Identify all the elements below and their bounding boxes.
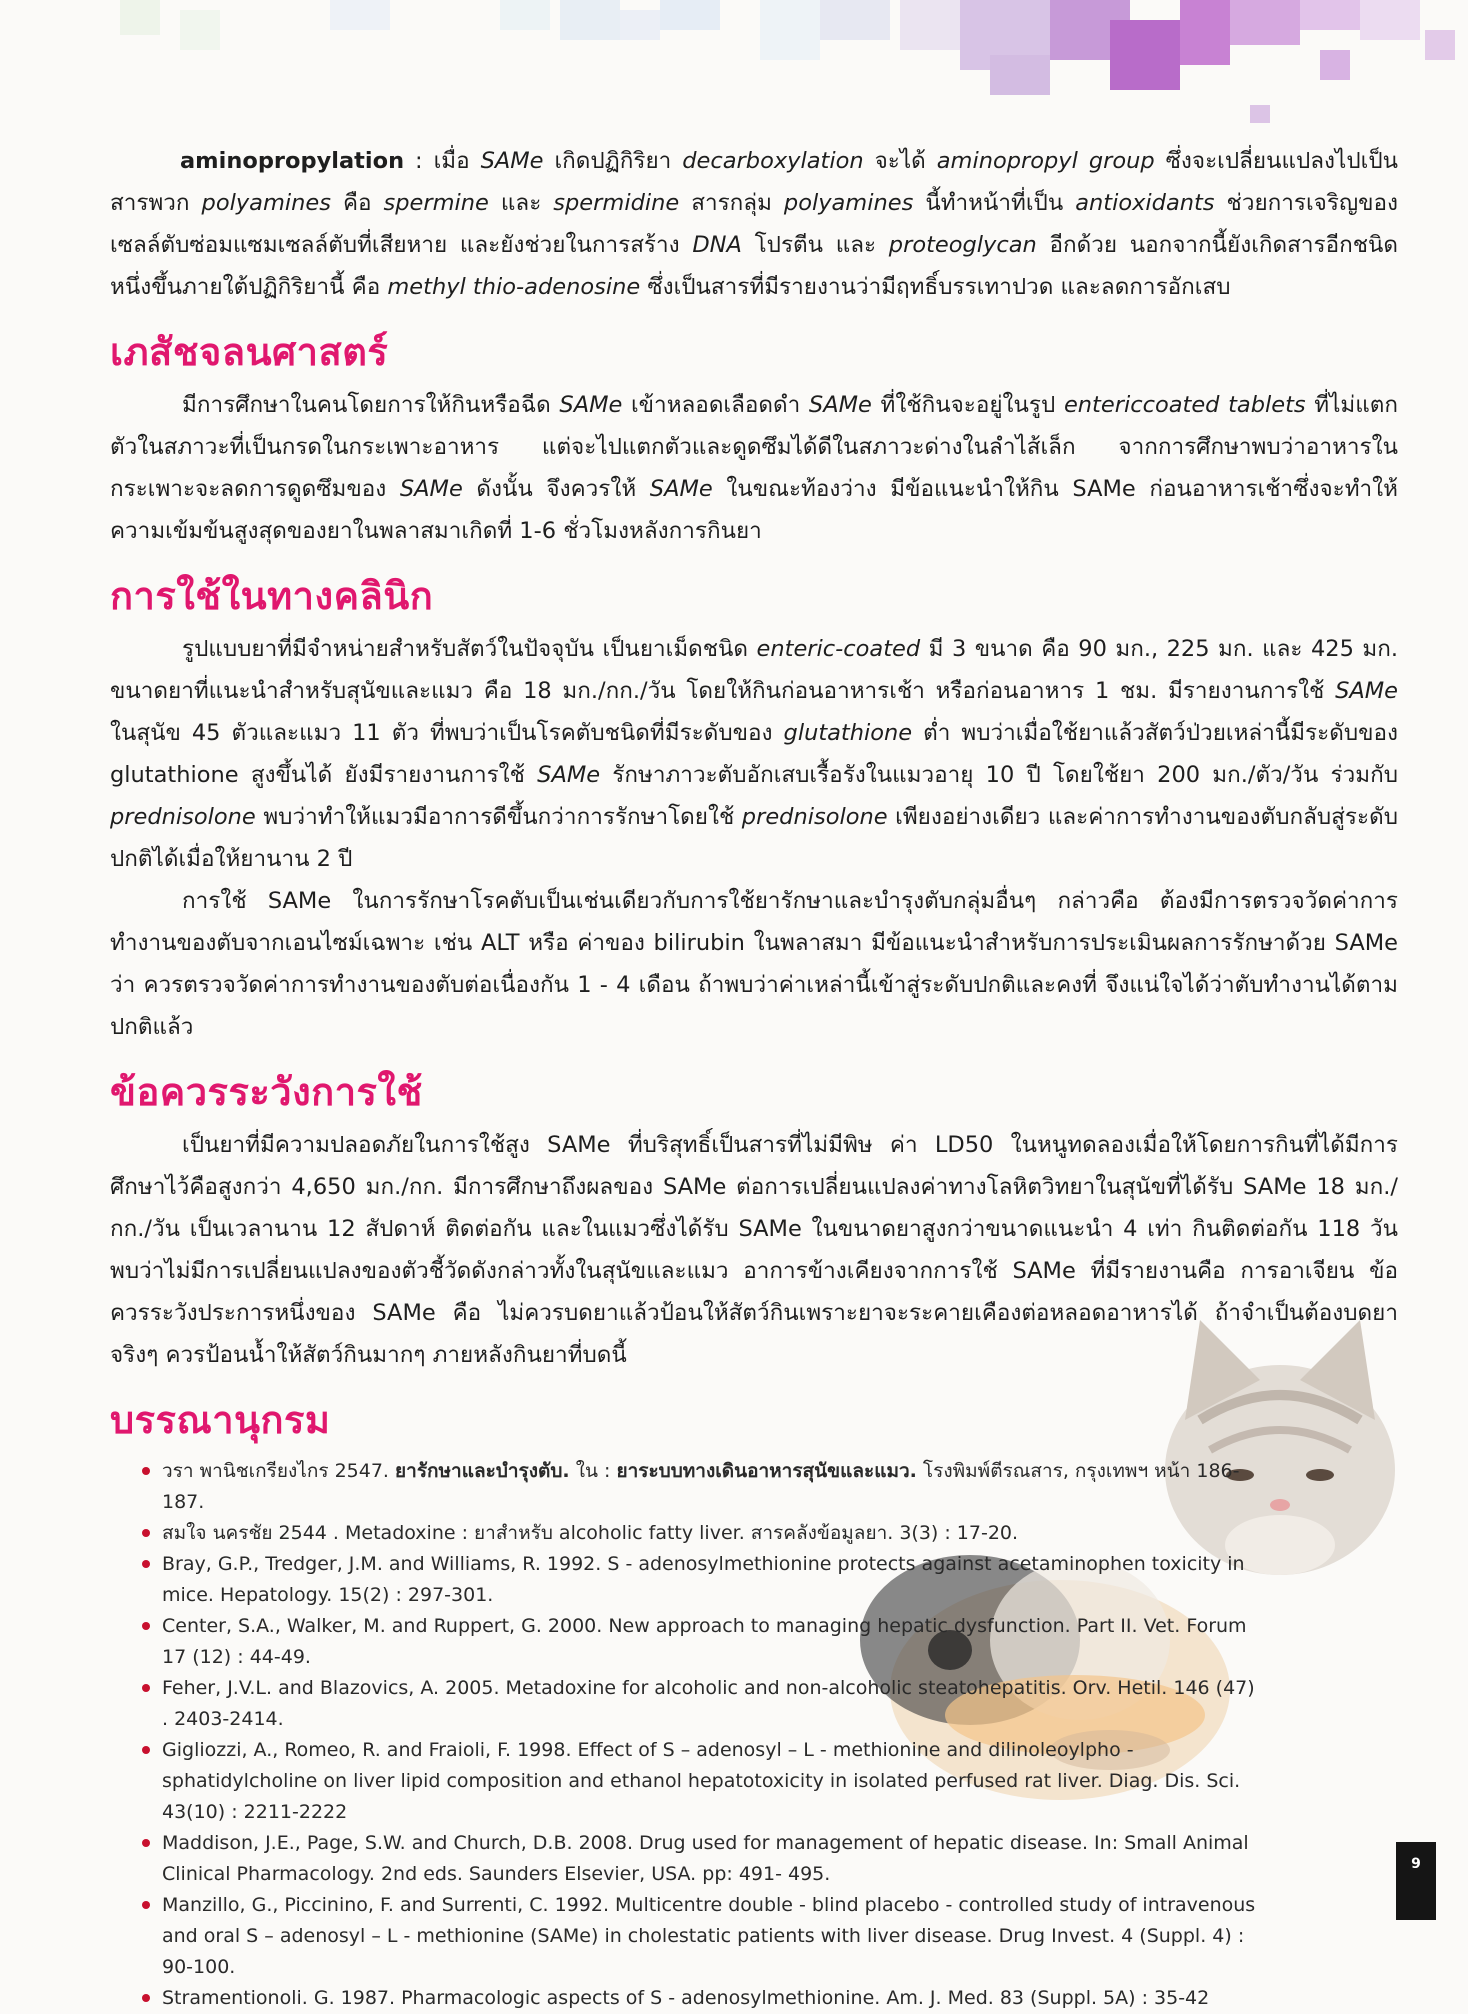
italic-term: proteoglycan xyxy=(888,232,1037,258)
italic-term: glutathione xyxy=(783,720,913,746)
italic-term: SAMe xyxy=(1335,678,1398,704)
heading-precautions: ข้อควรระวังการใช้ xyxy=(110,1070,423,1114)
intro-paragraph xyxy=(110,140,1398,308)
reference-text: Center, S.A., Walker, M. and Ruppert, G. 2000. New approach to managing hepatic dysfunction. Part II. Vet. Forum 17 (12) : 44-49. xyxy=(162,1615,1247,1668)
reference-item xyxy=(140,1611,1260,1673)
reference-text: Manzillo, G., Piccinino, F. and Surrenti, C. 1992. Multicentre double - blind placebo - controlled study of intravenous and oral S – adenosyl – L - methionine (SAMe) in cholestatic patients with liver disease. Drug Invest. 4 (Suppl. 4) : 90-100. xyxy=(162,1894,1256,1978)
italic-term: polyamines xyxy=(783,190,914,216)
aminopropylation-term: aminopropylation xyxy=(180,148,405,174)
heading-clinical-use: การใช้ในทางคลินิก xyxy=(110,574,434,618)
italic-term: prednisolone xyxy=(110,804,256,830)
clinical-paragraph-1: รูปแบบยาที่มีจำหน่ายสำหรับสัตว์ในปัจจุบัน เป็นยาเม็ดชนิด enteric-coated มี 3 ขนาด คือ 90 มก., 225 มก. และ 425 มก. ขนาดยาที่แนะนำสำหรับสุนัขและแมว คือ 18 มก./กก./วัน โดยให้กินก่อนอาหารเช้า หรือก่อนอาหาร 1 ชม. มีรายงานการใช้ SAMe ในสุนัข 45 ตัวและแมว 11 ตัว ที่พบว่าเป็นโรคตับชนิดที่มีระดับของ glutathione ต่ำ พบว่าเมื่อใช้ยาแล้วสัตว์ป่วยเหล่านี้มีระดับของ glutathione สูงขึ้นได้ ยังมีรายงานการใช้ SAMe รักษาภาวะตับอักเสบเรื้อรังในแมวอายุ 10 ปี โดยใช้ยา 200 มก./ตัว/วัน ร่วมกับ prednisolone พบว่าทำให้แมวมีอาการดีขึ้นกว่าการรักษาโดยใช้ prednisolone เพียงอย่างเดียว และค่าการทำงานของตับกลับสู่ระดับปกติได้เมื่อให้ยานาน 2 ปี xyxy=(110,636,1398,872)
pharmacokinetics-paragraph: มีการศึกษาในคนโดยการให้กินหรือฉีด SAMe เข้าหลอดเลือดดำ SAMe ที่ใช้กินจะอยู่ในรูป entericcoated tablets ที่ไม่แตกตัวในสภาวะที่เป็นกรดในกระเพาะอาหาร แต่จะไปแตกตัวและดูดซึมได้ดีในสภาวะด่างในลำไส้เล็ก จากการศึกษาพบว่าอาหารในกระเพาะจะลดการดูดซึมของ SAMe ดังนั้น จึงควรให้ SAMe ในขณะท้องว่าง มีข้อแนะนำให้กิน SAMe ก่อนอาหารเช้าซึ่งจะทำให้ความเข้มข้นสูงสุดของยาในพลาสมาเกิดที่ 1-6 ชั่วโมงหลังการกินยา xyxy=(110,392,1399,544)
reference-text: โรงพิมพ์ตีรณสาร, กรุงเทพฯ หน้า 186-187. xyxy=(162,1460,1240,1513)
reference-text: Feher, J.V.L. and Blazovics, A. 2005. Metadoxine for alcoholic and non-alcoholic steatohepatitis. Orv. Hetil. 146 (47) . 2403-2414. xyxy=(162,1677,1255,1730)
precautions-paragraph: เป็นยาที่มีความปลอดภัยในการใช้สูง SAMe ที่บริสุทธิ์เป็นสารที่ไม่มีพิษ ค่า LD50 ในหนูทดลองเมื่อให้โดยการกินที่ได้มีการศึกษาไว้คือสูงกว่า 4,650 มก./กก. มีการศึกษาถึงผลของ SAMe ต่อการเปลี่ยนแปลงค่าทางโลหิตวิทยาในสุนัขที่ได้รับ SAMe 18 มก./กก./วัน เป็นเวลานาน 12 สัปดาห์ ติดต่อกัน และในแมวซึ่งได้รับ SAMe ในขนาดยาสูงกว่าขนาดแนะนำ 4 เท่า กินติดต่อกัน 118 วัน พบว่าไม่มีการเปลี่ยนแปลงของตัวชี้วัดดังกล่าวทั้งในสุนัขและแมว อาการข้างเคียงจากการใช้ SAMe ที่มีรายงานคือ การอาเจียน ข้อควรระวังประการหนึ่งของ SAMe คือ ไม่ควรบดยาแล้วป้อนให้สัตว์กินเพราะยาจะระคายเคืองต่อหลอดอาหารได้ ถ้าจำเป็นต้องบดยาจริงๆ ควรป้อนน้ำให้สัตว์กินมากๆ ภายหลังกินยาที่บดนี้ xyxy=(110,1132,1398,1368)
reference-item xyxy=(140,1735,1260,1828)
reference-text: วรา พานิชเกรียงไกร 2547. xyxy=(162,1460,396,1482)
italic-term: antioxidants xyxy=(1075,190,1215,216)
italic-term: SAMe xyxy=(399,476,463,502)
heading-references: บรรณานุกรม xyxy=(110,1398,331,1442)
page-number: 9 xyxy=(1396,1842,1436,1920)
reference-list xyxy=(140,1456,1260,2014)
reference-text: ใน : xyxy=(569,1460,617,1482)
heading-pharmacokinetics: เภสัชจลนศาสตร์ xyxy=(110,330,389,374)
reference-item xyxy=(140,1828,1260,1890)
italic-term: decarboxylation xyxy=(682,148,864,174)
italic-term: polyamines xyxy=(201,190,331,216)
italic-term: spermidine xyxy=(553,190,680,216)
italic-term: methyl thio-adenosine xyxy=(387,274,641,300)
reference-item xyxy=(140,1673,1260,1735)
italic-term: DNA xyxy=(692,232,742,258)
clinical-paragraph-2: การใช้ SAMe ในการรักษาโรคตับเป็นเช่นเดียวกับการใช้ยารักษาและบำรุงตับกลุ่มอื่นๆ กล่าวคือ ต้องมีการตรวจวัดค่าการทำงานของตับจากเอนไซม์เฉพาะ เช่น ALT หรือ ค่าของ bilirubin ในพลาสมา มีข้อแนะนำสำหรับการประเมินผลการรักษาด้วย SAMe ว่า ควรตรวจวัดค่าการทำงานของตับต่อเนื่องกัน 1 - 4 เดือน ถ้าพบว่าค่าเหล่านี้เข้าสู่ระดับปกติและคงที่ จึงแน่ใจได้ว่าตับทำงานได้ตามปกติแล้ว xyxy=(110,888,1398,1040)
top-pixel-banner xyxy=(0,0,1468,130)
italic-term: entericcoated tablets xyxy=(1063,392,1306,418)
intro-text: : เมื่อ SAMe เกิดปฏิกิริยา decarboxylation จะได้ aminopropyl group ซึ่งจะเปลี่ยนแปลงไปเป็นสารพวก polyamines คือ spermine และ spermidine สารกลุ่ม polyamines นี้ทำหน้าที่เป็น antioxidants ช่วยการเจริญของเซลล์ตับซ่อมแซมเซลล์ตับที่เสียหาย และยังช่วยในการสร้าง DNA โปรตีน และ proteoglycan อีกด้วย นอกจากนี้ยังเกิดสารอีกชนิดหนึ่งขึ้นภายใต้ปฏิกิริยานี้ คือ methyl thio-adenosine ซึ่งเป็นสารที่มีรายงานว่ามีฤทธิ์บรรเทาปวด และลดการอักเสบ xyxy=(110,148,1399,300)
italic-term: SAMe xyxy=(537,762,601,788)
italic-term: SAMe xyxy=(480,148,544,174)
reference-item xyxy=(140,1518,1260,1549)
reference-text: Stramentionoli. G. 1987. Pharmacologic aspects of S - adenosylmethionine. Am. J. Med. 83 (Suppl. 5A) : 35-42 xyxy=(162,1987,1210,2009)
italic-term: SAMe xyxy=(649,476,713,502)
reference-text: Gigliozzi, A., Romeo, R. and Fraioli, F. 1998. Effect of S – adenosyl – L - methionine and dilinoleoylpho - sphatidylcholine on liver lipid composition and ethanol hepatotoxicity in isolated perfused rat liver. Diag. Dis. Sci. 43(10) : 2211-2222 xyxy=(162,1739,1241,1823)
italic-term: aminopropyl group xyxy=(936,148,1155,174)
italic-term: spermine xyxy=(383,190,489,216)
italic-term: SAMe xyxy=(559,392,623,418)
article-body xyxy=(110,140,1398,2014)
reference-text: Bray, G.P., Tredger, J.M. and Williams, R. 1992. S - adenosylmethionine protects against acetaminophen toxicity in mice. Hepatology. 15(2) : 297-301. xyxy=(162,1553,1245,1606)
reference-bold-text: ยาระบบทางเดินอาหารสุนัขและแมว. xyxy=(616,1460,917,1482)
italic-term: SAMe xyxy=(808,392,872,418)
reference-item xyxy=(140,1549,1260,1611)
reference-text: Maddison, J.E., Page, S.W. and Church, D.B. 2008. Drug used for management of hepatic disease. In: Small Animal Clinical Pharmacology. 2nd eds. Saunders Elsevier, USA. pp: 491- 495. xyxy=(162,1832,1249,1885)
reference-text: สมใจ นครชัย 2544 . Metadoxine : ยาสำหรับ alcoholic fatty liver. สารคลังข้อมูลยา. 3(3) : 17-20. xyxy=(162,1522,1019,1544)
italic-term: prednisolone xyxy=(741,804,888,830)
reference-item xyxy=(140,1983,1260,2014)
reference-item xyxy=(140,1456,1260,1518)
reference-bold-text: ยารักษาและบำรุงตับ. xyxy=(395,1460,570,1482)
reference-item xyxy=(140,1890,1260,1983)
italic-term: enteric-coated xyxy=(756,636,921,662)
